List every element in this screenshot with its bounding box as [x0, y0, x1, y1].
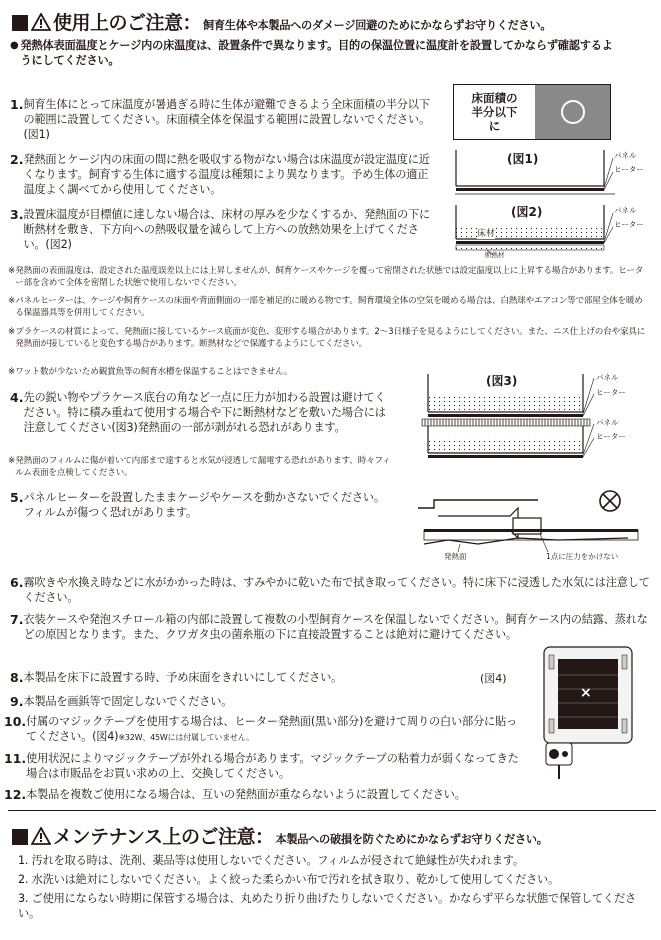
item-number: 5. — [10, 490, 24, 505]
note-mark: ※ — [8, 327, 16, 337]
section2-colon: ： — [254, 826, 274, 848]
circle-icon — [558, 97, 588, 127]
half-area-label — [454, 85, 535, 139]
maintenance-item: 3. ご使用にならない時期に保管する場合は、丸めたり折り曲げたりしないでください。かならず平らな状態で保管してください。 — [18, 892, 636, 920]
note-item — [8, 266, 648, 289]
figure-1-heater-label: ヒーター — [614, 165, 644, 174]
section-divider — [8, 810, 656, 811]
item-text: 霧吹きや水換え時などに水がかかった時は、すみやかに乾いた布で拭き取ってください。特に床下に浸透した水気には注意してください。 — [23, 576, 650, 604]
list-item — [4, 714, 524, 745]
item-number: 6. — [10, 575, 24, 590]
figure-4-x-mark: × — [580, 685, 592, 701]
item-text: 付属のマジックテープを使用する場合は、ヒーター発熱面(黒い部分)を避けて周りの白い部分に貼ってください。(図4) — [26, 715, 517, 743]
list-item — [10, 152, 435, 197]
figure-3-pressure-label: 1点に圧力をかけない — [546, 552, 619, 561]
figure-2-heater-label: ヒーター — [614, 220, 644, 229]
half-area-line: に — [488, 119, 501, 133]
item-text: 本製品を画鋲等で固定しないでください。 — [23, 695, 233, 708]
note-mark: ※ — [8, 456, 16, 466]
figure-1-panel-label: パネル — [614, 151, 637, 160]
section2-subtitle: 本製品への破損を防ぐためにかならずお守りください。 — [275, 833, 548, 846]
item-text: 衣装ケースや発泡スチロール箱の内部に設置して複数の小型飼育ケースを保温しないでください。飼育ケース内の結露、蒸れなどの原因となります。また、クワガタ虫の菌糸瓶の下に直接設置することは絶対に避けてください。 — [23, 613, 648, 641]
list-item — [10, 612, 650, 642]
item-number: 10. — [4, 714, 27, 729]
note-text: 発熱面の表面温度は、設定された温度誤差以上には上昇しませんが、飼育ケースやケージを覆って密閉された状態では設定温度以上に上昇する場合があります。ヒーター部を含めて全体を密閉した状態で使用しないでください。 — [15, 266, 644, 288]
item-number: 3. — [10, 207, 24, 222]
half-area-line: 半分以下 — [471, 105, 518, 119]
list-item — [4, 751, 524, 781]
list-item — [10, 694, 450, 709]
section1-header — [12, 8, 551, 35]
black-square-icon — [12, 829, 28, 845]
list-item — [10, 390, 395, 435]
list-item — [10, 490, 395, 520]
item-number: 9. — [10, 694, 24, 709]
item-text: 本製品を床下に設置する時、予め床面をきれいにしてください。 — [23, 671, 343, 684]
note-item — [8, 327, 648, 350]
figure-3-heater-label-2: ヒーター — [596, 432, 626, 441]
circle-ok-panel — [535, 85, 610, 139]
section1-subtitle: 飼育生体や本製品へのダメージ回避のためにかならずお守りください。 — [203, 19, 552, 32]
list-item — [10, 97, 435, 142]
note-mark: ※ — [8, 266, 16, 276]
item-number: 12. — [4, 787, 27, 802]
figure-3-panel-label-2: パネル — [596, 418, 619, 427]
figure-3-title: (図3) — [486, 374, 518, 388]
half-area-box — [453, 84, 611, 140]
figure-3-drawing — [418, 368, 658, 568]
note-item — [8, 296, 648, 319]
list-item — [10, 670, 450, 685]
figure-2 — [455, 203, 645, 259]
figure-2-floor-label: 床材 — [477, 226, 495, 239]
figure-2-panel-label: パネル — [614, 206, 637, 215]
figure-1 — [455, 148, 645, 196]
item-text: 発熱面とケージ内の床面の間に熱を吸収する物がない場合は床温度が設定温度に近くなります。飼育する生体に適する温度は種類により異なります。予め生体の適正温度よく調べてから使用してください。 — [23, 153, 430, 196]
note-text: パネルヒーターは、ケージや飼育ケースの床面や背面側面の一部を補足的に暖める物です。飼育環境全体の空気を暖める場合は、白熱球やエアコン等で部屋全体を暖める保温器具等を併用してください。 — [15, 296, 643, 318]
list-item — [10, 575, 650, 605]
section1-title: 使用上のご注意 — [53, 12, 183, 34]
figure-3 — [418, 368, 658, 568]
figure-3-surface-label: 発熱面 — [444, 552, 467, 561]
half-area-line: 床面積の — [471, 91, 518, 105]
figure-2-title: (図2) — [511, 205, 543, 219]
item-text: 飼育生体にとって床温度が暑過ぎる時に生体が避難できるよう全床面積の半分以下の範囲に設置してください。床面積全体を保温する範囲に設置しないでください。(図1) — [23, 98, 430, 141]
figure-2-insulation-label: 断熱材 — [485, 251, 505, 259]
note-mark: ※ — [8, 367, 16, 377]
maintenance-item: 1. 汚れを取る時は、洗剤、薬品等は使用しないでください。フィルムが侵されて絶縁性が失われます。 — [18, 854, 524, 867]
item-number: 1. — [10, 97, 24, 112]
item-number: 7. — [10, 612, 24, 627]
bullet-text: 発熱体表面温度とケージ内の床温度は、設置条件で異なります。目的の保温位置に温度計を設置してかならず確認するようにしてください。 — [20, 39, 613, 67]
figure-3-heater-label: ヒーター — [596, 388, 626, 397]
maintenance-item: 2. 水洗いは絶対にしないでください。よく絞った柔らかい布で汚れを拭き取り、乾かして使用してください。 — [18, 873, 560, 886]
item-text: 設置床温度が目標値に達しない場合は、床材の厚みを少なくするか、発熱面の下に断熱材を敷き、下方向への熱吸収量を減らして上方への放熱効果を上げてください。(図2) — [23, 208, 430, 251]
note-mark: ※ — [8, 296, 16, 306]
item-number: 2. — [10, 152, 24, 167]
item-text: 本製品を複数ご使用になる場合は、互いの発熱面が重ならないように設置してください。 — [26, 788, 466, 801]
item-small-note: ※32W、45Wには付属していません。 — [118, 733, 254, 742]
warning-triangle-icon — [31, 827, 51, 845]
black-square-icon — [12, 15, 28, 31]
bullet-paragraph — [10, 38, 620, 68]
note-text: ワット数が少ないため観賞魚等の飼育水槽を保温することはできません。 — [15, 367, 293, 377]
section2-header — [12, 822, 548, 849]
list-item — [4, 787, 654, 802]
warning-triangle-icon — [31, 13, 51, 31]
figure-1-title: (図1) — [507, 152, 539, 166]
item-number: 11. — [4, 751, 27, 766]
figure-3-panel-label: パネル — [596, 373, 619, 382]
figure-4 — [542, 645, 634, 780]
item-text: 使用状況によりマジックテープが外れる場合があります。マジックテープの粘着力が弱くなってきた場合は市販品をお買い求めの上、交換してください。 — [26, 752, 519, 780]
item-text: 先の鋭い物やプラケース底台の角など一点に圧力が加わる設置は避けてください。特に積み重ねて使用する場合や下に断熱材などを敷いた場合には注意してください(図3)発熱面の一部が剥がれる恐れがあります。 — [23, 391, 386, 434]
item-text: パネルヒーターを設置したままケージやケースを動かさないでください。フィルムが傷つく恐れがあります。 — [23, 491, 385, 519]
item-number: 8. — [10, 670, 24, 685]
section1-colon: ： — [182, 12, 202, 34]
note-text: プラケースの材質によって、発熱面に接しているケース底面が変色、変形する場合があります。2〜3日様子を見るようにしてください。また、ニス仕上げの台や家具に発熱面が接していると変色する場合があります。断熱材などで保護するようにしてください。 — [15, 327, 646, 349]
note-item — [8, 456, 393, 479]
bullet-mark: ● — [10, 40, 19, 51]
item-number: 4. — [10, 390, 24, 405]
list-item — [10, 207, 435, 252]
figure-4-drawing — [542, 645, 634, 780]
note-text: 発熱面のフィルムに傷が着いて内部まで達すると水気が浸透して漏電する恐れがあります、時々フィルム表面を点検してください。 — [15, 456, 391, 478]
section2-title: メンテナンス上のご注意 — [53, 826, 255, 848]
figure-4-title: (図4) — [480, 672, 507, 685]
